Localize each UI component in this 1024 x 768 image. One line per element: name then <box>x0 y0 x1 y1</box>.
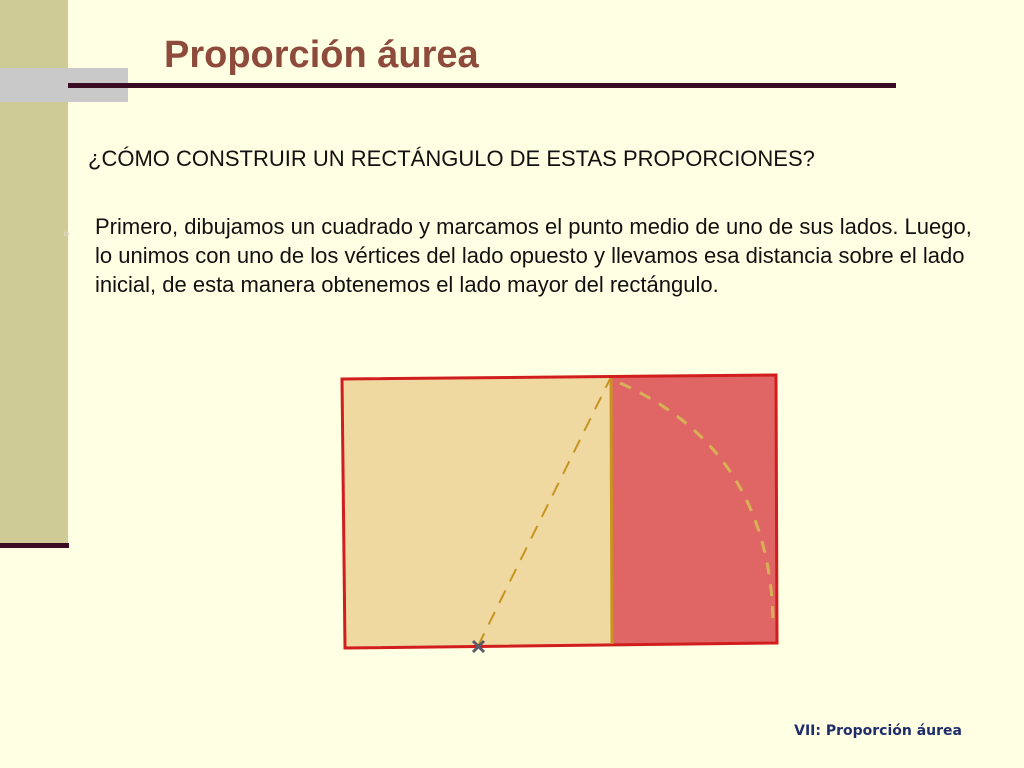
footer-caption: VII: Proporción áurea <box>794 723 962 739</box>
bullet-icon: ▸ <box>64 226 71 240</box>
square-divider-line <box>611 378 612 644</box>
slide-title: Proporción áurea <box>164 34 479 76</box>
body-paragraph: Primero, dibujamos un cuadrado y marcamos el punto medio de uno de sus lados. Luego, lo unimos con uno de los vértices del lado opuesto y llevamos esa distancia sobre el lado inicial, de esta manera obtenemos el lado mayor del rectángulo. <box>95 214 972 297</box>
subheading: ¿CÓMO CONSTRUIR UN RECTÁNGULO DE ESTAS PROPORCIONES? <box>88 146 815 171</box>
square-shape <box>342 377 612 648</box>
